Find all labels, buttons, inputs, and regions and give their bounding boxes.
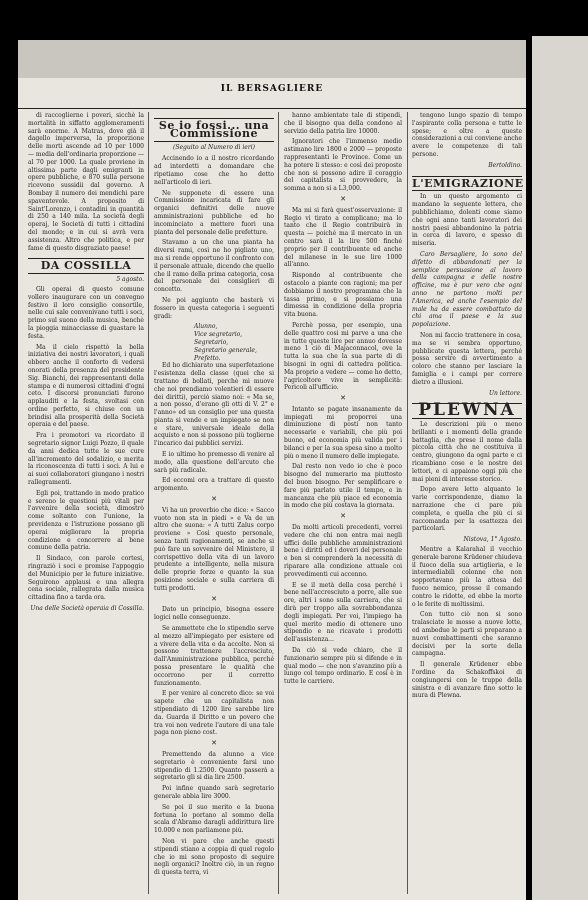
paragraph: Dopo avere letto alquanto le varie corrispondenze, diamo la narrazione che ci pare più completa, e quella che più ci si raccomanda per la esattezza dei particolari. [412,486,522,533]
paragraph: Rispondo al contribuente che ostacolo a piante con ragioni; ma per dobbiamo il nostro programma che la tassa primo, e si possiamo una dimessa in condizione della propria vita buona. [284,272,402,319]
article-title: DA COSSILLA [28,258,144,274]
article-title: Se io fossi... una Commissione [154,118,274,142]
grade-item: Alunno, [194,323,218,331]
paragraph: Non vi pare che anche questi stipendi stiano a coppia di quel regolo che io mi sono proposto di seguire negli organici? Inoltre ciò, in un regno di questa terra, vi [154,837,274,877]
paragraph: Stavamo a un che una pianta ha diversi rami, così ne ho pigliato uno, ma si rende opportuno il confronto con il personale attuale, dicendo che quello che il ramo della prima categoria, cosa del personale dei consiglieri di concetto. [154,239,274,294]
section-separator: ✕ [340,394,346,403]
paragraph: Ed ho dichiarato una superfetazione l'esistenza della classe (quei che si trattano di bollati, perchè mi muove che noi prendiamo volentieri di essere dei diritti), perciò siamo noi: « Ma se, a non posso, d'erano gli otti di V. 2° e l'anno» ed un consiglio per una questa pianta si vende e un impiegato se non e stare, universale ideale della acquisto e non si possono più toglierne l'incarico dai pubblici servizi. [154,362,274,448]
header-rule [18,108,526,109]
article-subtitle: (Seguito al Numero di ieri) [173,143,255,151]
column-2 [154,112,274,880]
grade-item: Segretario generale, [194,346,257,354]
paragraph: Intanto se pagate insanamente da impiegati mi proporrei una diminuzione di posti non tanto necessarie e variabili, che più poi buono, ed economia più valida per i bilanci e per la sua spesa sino a molto più o meno il numero delle impiegate. [284,405,402,460]
paragraph: Da molti articoli precedenti, vorrei vedere che chi non entra mai negli uffici delle pubbliche amministrazioni bene i diritti ed i doveri del personale e ben si comprenderà la necessità di riparare alla condizione attuale coi provvedimenti cui accenno. [284,524,402,578]
paragraph: tengono lungo spazio di tempo l'aspirante colla persona e tutte le spese; e oltre a queste considerazioni a cui conviene anche avere le competenze di tali persone. [412,112,522,158]
grade-list [154,323,274,362]
column-3 [284,112,402,689]
paragraph: Ma mi si farà quest'osservazione: il Regio vi tirato a complicano; ma lo tanto che il Regio contribuirà in questa — poiché ma il mercato in un centro sarà il la lire 500 finché proprio per il contribuente ed anche del milanese in le sue lire 1000 all'anno. [284,206,402,269]
paragraph: Vi ha un proverbio che dice: « Sacco vuoto non sta in piedi » e Va de un altro che suona: « A tutti Zalus corpo proviene » Così questo personale, senza tanti ragionamenti, se anche si può fare un sovvenire del Ministero, il corrispettivo della vita di un lavoro prudente a intelligente, nella misura delle proprie forze e quanto la sua posizione sociale e sulla carriera di tutti prodotti. [154,506,274,592]
paragraph: Ed eccomi ora a trattare di questo argomento. [154,477,274,493]
section-separator: ✕ [211,495,217,504]
paragraph: Ma il cielo rispettò la bella iniziativa dei nostri lavoratori, i quali ebbero anche il conforto di vedersi onorati della presenza del presidente Sig. Bianchi, dei rappresentanti della stampa e di numerosi cittadini d'ogni ceto. I discorsi pronunciati furono applauditi e la festa, svoltasi con ordine perfetto, si chiuse con un brindisi alla prosperità della Società operaia e del paese. [28,343,144,429]
paragraph: Accinendo io a il nostro ricordando ad interdetti a domandare che ripetiamo cose che ho detto nell'articolo di ieri. [154,155,274,186]
paragraph: hanno ambientate tale di stipendi, che il bisogno qua della condono al servizio della patria lire 10000. [284,112,402,135]
article-date: 5 agosto. [116,276,144,284]
paragraph: In un questo argomento ci mandano la seguente lettera, che pubblichiamo, dolenti come siamo che ogni anno tanti lavoratori dei nostri paesi abbandonino la patria in cerca di lavoro, e spesso di miseria. [412,193,522,248]
section-separator: ✕ [340,512,346,521]
column-1 [28,112,144,619]
article-date: Nistova, 1° Agosto. [463,536,522,544]
section-separator: ✕ [211,739,217,748]
article-title: PLEWNA [412,403,522,419]
previous-page-strip [18,40,526,78]
paragraph: E io ultimo ho premesso di venire al modo, alla questione dell'arcuto che sarà più radicale. [154,451,274,474]
adjacent-page-edge [532,36,588,900]
paragraph: E per venire al concreto dico: se voi sapete che un capitalista non stipendiato di 1200 lire sarebbe lire da. Guarda il Diritto e un povero che tra voi non vedrete l'autore di una tale paga non pieno cost. [154,690,274,737]
article-signature: Una delle Società operaia di Cossilla. [30,605,144,613]
paragraph: Premettendo da alunno a vice segretario è conveniente farsi uno stipendio di 1.2500. Quanto passerà a segretario gli si dia lire 2500. [154,750,274,782]
paragraph: Egli poi, trattando in modo pratico e sereno le questioni più vitali per l'avvenire della società, dimostrò come soltanto con l'unione, la previdenza e l'istruzione possano gli operai migliorare la propria condizione e concorrere al bene comune della patria. [28,489,144,552]
column-divider [407,112,408,894]
newspaper-page [18,78,526,900]
section-separator: ✕ [211,594,217,603]
article-signature: Un lettore. [488,389,522,397]
paragraph: Caro Bersagliere, Io sono del difetto di abbandonati per la semplice persuasione al lavoro della campagna e delle nostre officine, ma è pur vero che ogni anno ne partono molti per l'America, ed anche l'esempio del male ha da essere combattuto da chi ama il paese e la sua popolazione. [412,250,522,329]
paragraph: E se il metà della cosa perché i bene nell'accresciuto a porre, alle sue ore, altri i sono sulla carriera, che si dirà per troppo alla sovrabbondanza degli impiegati. Per voi, l'impiego ha quel merito medio di ottenere uno stipendio e ne ricavate i prodotti dell'assistenza... [284,581,402,644]
paragraph: Ignoratori che l'immenso medio astimano lire 1800 e 2000 — proposte rappresentanti le Province. Come un ha potere li stesso: e così dei proposte che non si possono adire il coraggio del capitalista si provvedere, la somma a non si a L3,000. [284,138,402,193]
paragraph: Dal resto non vedo io che è poco bisogno del numerario ma piuttosto del buon bisogno. Per semplificare e fare più parlato utile il tempo, e in mancanza che più piace ed economia in modo che più costava la giornata. [284,463,402,510]
paragraph: Le descrizioni più o meno brillanti e i momenti della grande battaglia, che prese il nome dalla piccola città che ne costituiva il centro, giungono da ogni parte e ci ricambiano cose e le nostre dei lettori, e ci appaiono oggi più che mai pieni di interesse storico. [412,421,522,483]
grade-item: Segretario, [194,338,229,346]
grade-item: Prefetto. [194,354,221,362]
paragraph: Dato un principio, bisogna essere logici nelle conseguenze. [154,606,274,622]
article-title: L'EMIGRAZIONE [412,176,524,190]
paragraph: Gli operai di questo comune vollero inaugurare con un convegno festivo il loro consiglio consortile, nelle cui sale convenivano tutti i soci, primo sul suono della musica, benchè la pioggia minacciasse di guastare la festa. [28,285,144,340]
paragraph: Se ammettete che lo stipendio serve al mezzo all'impiegato per esistere ed a vivere della vita e da accolte. Non si possono trattenere l'accresciuto, dall'Amministrazione pubblica, perché possa presentare le qualità che occorrono per il corretto funzionamento. [154,625,274,687]
scan-border-top [0,0,588,40]
paragraph: Poi infine quando sarà segretario generale abbia lire 3000. [154,785,274,800]
column-divider [148,112,149,894]
paragraph: Mentre a Kalarahal il vecchio generale barone Krüdener chiudeva il fuoco della sua artiglieria, e le intermediabili colonne che non sopportavano più la attesa del fuoco nemico, prosse il comando contro le ridotte, ed ebbe la morte o le ferite di moltissimi. [412,546,523,608]
column-4 [412,112,522,703]
paragraph: Perchè possa, per esempio, una delle quattro cosi mi parve a una che in tutte queste lire per annuo dovesse meno 1 ciò di Majaconnacol, ove la tutta la sua che la sua parte di di bisogni in ogni di cattedra politica. Ma proprio a vedere — come ho detto, l'agricoltore vive in semplicità: Pericoli all'ufficio. [284,321,402,392]
paragraph: Fra i promotori va ricordato il segretario signor Luigi Pozzo, il quale da anni dedica tutte le sue cure all'incremento del sodalizio, e merita la riconoscenza di tutti i soci. A lui e ai suoi collaboratori giungano i nostri rallegramenti. [28,432,144,487]
article-continuation: di raccoglierne i poveri, sicchè la mortalità in siffatto agglomeramenti sarà enorme. A Matras, dove già il dagello imperversa, la proporzione delle morti ascende ad 10 per 1000 — media dell'ordinaria proporzione — al 70 per 1000. La quale proviene in altissima parte dagli emigranti in opere pubbliche, e 870 sulla persone ricevono sussidii dal governo. A Bombay il numero dei mendichi pare spaventevole. A proposito di Saint'Lorenzo, i contadini in quantità di 250 a 140 mila. La società degli operaj, le Società di tutti i cittadini del mondo; e in cui si avrà vera assistenza. Altro che politica, e per fame di questo disgraziato paese! [28,112,144,252]
paragraph: Ne poi aggiunto che basterà vi fossero in questa categoria i seguenti gradi: [154,296,274,320]
paragraph: Non mi faccio trattenere in cosa, ma se vi sembra opportuno, pubblicate questa lettera, perché possa servire di avvertimento a coloro che stanno per lasciare la famiglia e i campi per correre dietro a illusioni. [412,331,522,386]
article-signature: Bertoldino. [488,161,522,169]
paragraph: Da ciò si vede chiaro, che il funzionario sempre più si difende e in qual modo — che non s'avanzino più a lungo col tempo ordinario. E così è in tutte le carriere. [284,647,402,686]
section-separator: ✕ [340,194,346,203]
paragraph: Con tutto ciò non si sono tralasciate le mosse a nuove lotte, ed ambedue le parti si preparano a nuovi combattimenti che saranno decisivi per la sorte della campagna. [412,611,522,658]
paragraph: Il Sindaco, con parole cortesi, ringraziò i soci e promise l'appoggio del Municipio per le future iniziative. Seguirono applausi e una allegra cena sociale, rallegrata dalla musica cittadina fino a tarda ora. [28,555,144,602]
paragraph: Il generale Krüdener ebbe l'ordine da Schakoffskoi di congiungersi con le truppe della sinistra e di avanzare fino sotto le mura di Plewna. [412,661,522,700]
grade-item: Vice segretario, [194,331,243,339]
column-divider [278,112,279,894]
paragraph: Ne supponete di essere una Commissione incaricata di fare gli organici definitivi delle nuove amministrazioni pubbliche ed ho incominciato a mettere fuori una pianta del personale delle prefetture. [154,189,274,236]
paragraph: Se poi il suo merito e la buona fortuna lo portano al sommo della scala d'Abramo daragli addirittura lire 10.000 e non parliamone più. [154,803,274,835]
newspaper-title: IL BERSAGLIERE [220,84,324,94]
